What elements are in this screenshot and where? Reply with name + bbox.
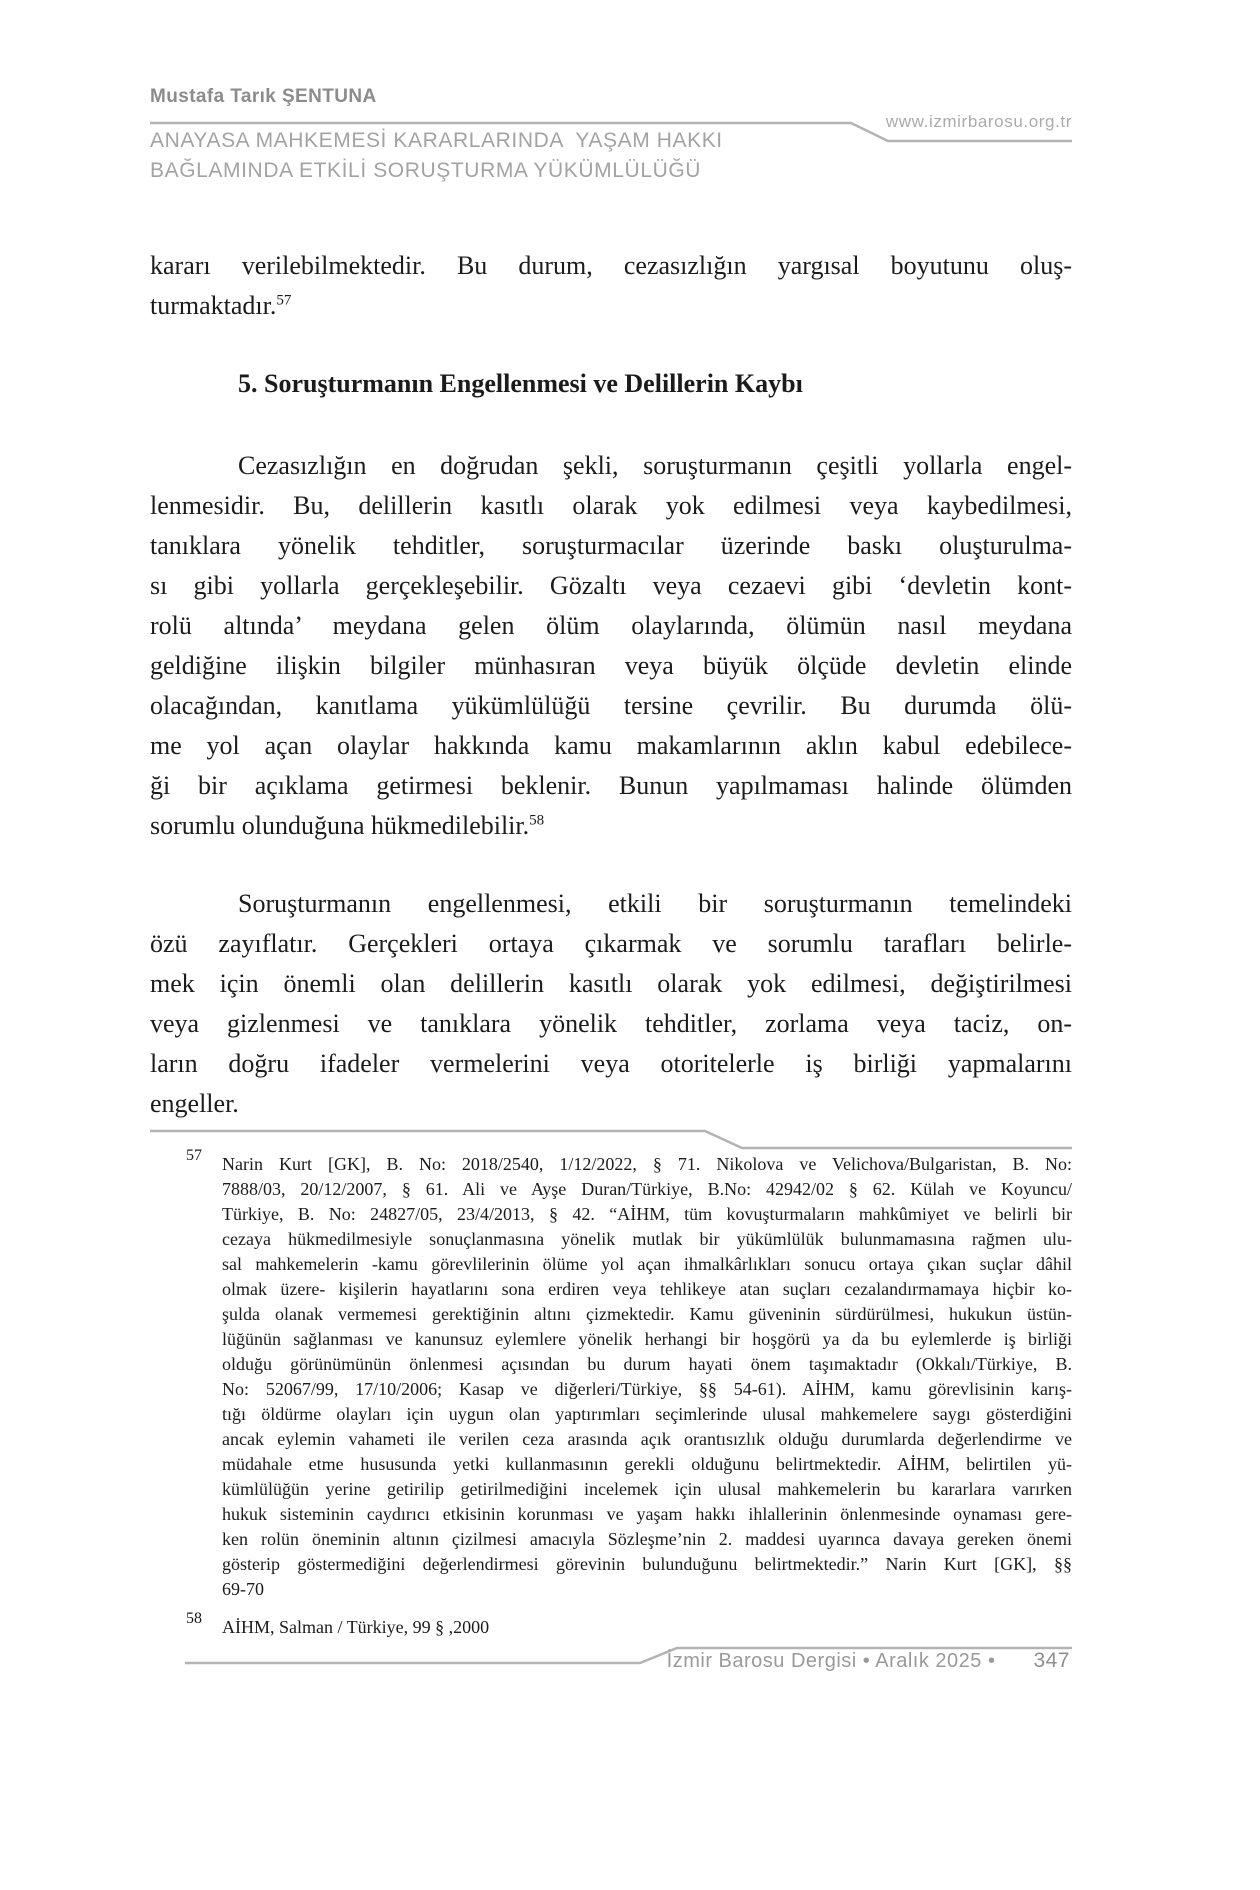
journal-website-url: www.izmirbarosu.org.tr <box>885 112 1072 131</box>
text-line: Cezasızlığın en doğrudan şekli, soruşturmanın çeşitli yollarla engel- <box>238 451 1072 480</box>
text-line: sorumlu olunduğuna hükmedilebilir.$^{58}$ <box>150 811 545 840</box>
text-line: No: 52067/99, 17/10/2006; Kasap ve diğerleri/Türkiye, §§ 54-61). AİHM, kamu görevlisinin karış- <box>222 1379 1072 1399</box>
text-line: lüğünün sağlanması ve kanunsuz eylemlere yönelik herhangi bir hoşgörü ya da bu eylemlerde iş birliği <box>222 1329 1072 1349</box>
text-line: rolü altında’ meydana gelen ölüm olaylarında, ölümün nasıl meydana <box>150 611 1072 640</box>
text-line: 69-70 <box>222 1579 264 1599</box>
page-number: 347 <box>1033 1649 1070 1672</box>
section-heading: 5. Soruşturmanın Engellenmesi ve Delillerin Kaybı <box>238 369 803 398</box>
text-line: sal mahkemelerin -kamu görevlilerinin ölüme yol açan ihmalkârlıkları sonucu ortaya çıkan suçlar dâhil <box>222 1254 1072 1274</box>
page-footer <box>667 1649 1070 1673</box>
text-line: tanıklara yönelik tehditler, soruşturmacılar üzerinde baskı oluşturulma- <box>150 531 1072 560</box>
text-line: olmak üzere- kişilerin hayatlarını sona erdiren veya tehlikeye atan suçları cezalandırmamaya hiçbir ko- <box>222 1279 1072 1299</box>
paragraph-1 <box>150 246 1072 326</box>
text-line: engeller. <box>150 1089 239 1118</box>
text-line: tığı öldürme olayları için uygun olan yaptırımları seçimlerinde ulusal mahkemelere saygı gösterdiğini <box>222 1404 1072 1424</box>
author-name: Mustafa Tarık ŞENTUNA <box>150 86 377 107</box>
text-line: turmaktadır.$^{57}$ <box>150 291 292 320</box>
text-line: sı gibi yollarla gerçekleşebilir. Gözaltı veya cezaevi gibi ‘devletin kont- <box>150 571 1072 600</box>
text-line: geldiğine ilişkin bilgiler münhasıran veya büyük ölçüde devletin elinde <box>150 651 1072 680</box>
article-title <box>150 126 723 186</box>
footnotes-section <box>150 1147 1072 1640</box>
text-line: ların doğru ifadeler vermelerini veya otoritelerle iş birliği yapmalarını <box>150 1049 1072 1078</box>
text-line: AİHM, Salman / Türkiye, 99 § ,2000 <box>222 1617 490 1637</box>
text-line: ken rolün öneminin altının çizilmesi amacıyla Sözleşme’nin 2. maddesi uyarınca davaya gereken önemi <box>222 1529 1072 1549</box>
text-line: özü zayıflatır. Gerçekleri ortaya çıkarmak ve sorumlu tarafları belirle- <box>150 929 1072 958</box>
footnote-reference: 58 <box>529 812 545 829</box>
footnote-reference: 57 <box>276 292 292 309</box>
text-line: olacağından, kanıtlama yükümlülüğü tersine çevrilir. Bu durumda ölü- <box>150 691 1072 720</box>
footnote-58-text <box>222 1615 1072 1640</box>
footnote-58-number: 58 <box>186 1610 202 1627</box>
text-line: şulda olanak vermemesi gerektiğinin altını çizmektedir. Kamu güveninin sürdürülmesi, hukukun üstün- <box>222 1304 1072 1324</box>
text-line: 7888/03, 20/12/2007, § 61. Ali ve Ayşe Duran/Türkiye, B.No: 42942/02 § 62. Külah ve Koyuncu/ <box>222 1179 1072 1199</box>
text-line: ancak eylemin vahameti ile verilen ceza arasında açık orantısızlık olduğu durumlarda değerlendirme ve <box>222 1429 1072 1449</box>
footnote-57-number: 57 <box>186 1147 202 1164</box>
paragraph-3 <box>150 884 1072 1124</box>
text-line: mek için önemli olan delillerin kasıtlı olarak yok edilmesi, değiştirilmesi <box>150 969 1072 998</box>
text-line: kararı verilebilmektedir. Bu durum, cezasızlığın yargısal boyutunu oluş- <box>150 251 1072 280</box>
paragraph-2 <box>150 446 1072 846</box>
text-line: cezaya hükmedilmesiyle sonuçlanmasına yönelik mutlak bir yükümlülük bulunmamasına rağmen ulu- <box>222 1229 1072 1249</box>
footnote-57 <box>150 1147 1072 1602</box>
text-line: olduğu görünümünün önlenmesi açısından bu durum hayati önem taşımaktadır (Okkalı/Türkiye, B. <box>222 1354 1072 1374</box>
text-line: Soruşturmanın engellenmesi, etkili bir soruşturmanın temelindeki <box>238 889 1072 918</box>
text-line: hukuk sisteminin caydırıcı etkisinin korunması ve yaşam hakkı ihlallerinin önlenmesinde oynaması gere- <box>222 1504 1072 1524</box>
article-title-line1: ANAYASA MAHKEMESİ KARARLARINDA YAŞAM HAKKI <box>150 129 723 152</box>
text-line: kümlülüğün yerine getirilip getirilmediğini incelemek için ulusal mahkemelerin bu kararlara varırken <box>222 1479 1072 1499</box>
footnote-58 <box>150 1610 1072 1640</box>
footnote-separator-rule <box>150 1131 1072 1148</box>
text-line: ği bir açıklama getirmesi beklenir. Bunun yapılmaması halinde ölümden <box>150 771 1072 800</box>
journal-name-and-issue: İzmir Barosu Dergisi • Aralık 2025 • <box>666 1650 996 1672</box>
text-line: Türkiye, B. No: 24827/05, 23/4/2013, § 42. “AİHM, tüm kovuşturmaların mahkûmiyet ve belirli bir <box>222 1204 1072 1224</box>
footnote-57-text <box>222 1152 1072 1602</box>
text-line: gösterip göstermediğini değerlendirmesi görevinin bulunduğunu belirtmektedir.” Narin Kurt [GK], §§ <box>222 1554 1072 1574</box>
text-line: lenmesidir. Bu, delillerin kasıtlı olarak yok edilmesi veya kaybedilmesi, <box>150 491 1072 520</box>
text-line: Narin Kurt [GK], B. No: 2018/2540, 1/12/2022, § 71. Nikolova ve Velichova/Bulgaristan, B. No: <box>222 1154 1072 1174</box>
text-line: me yol açan olaylar hakkında kamu makamlarının aklın kabul edebilece- <box>150 731 1072 760</box>
text-line: müdahale etme hususunda yetki kullanmasının gerekli olduğunu belirtmektedir. AİHM, belirtilen yü- <box>222 1454 1072 1474</box>
article-title-line2: BAĞLAMINDA ETKİLİ SORUŞTURMA YÜKÜMLÜLÜĞÜ <box>150 159 702 182</box>
text-line: veya gizlenmesi ve tanıklara yönelik tehditler, zorlama veya taciz, on- <box>150 1009 1072 1038</box>
article-body <box>150 246 1072 1124</box>
